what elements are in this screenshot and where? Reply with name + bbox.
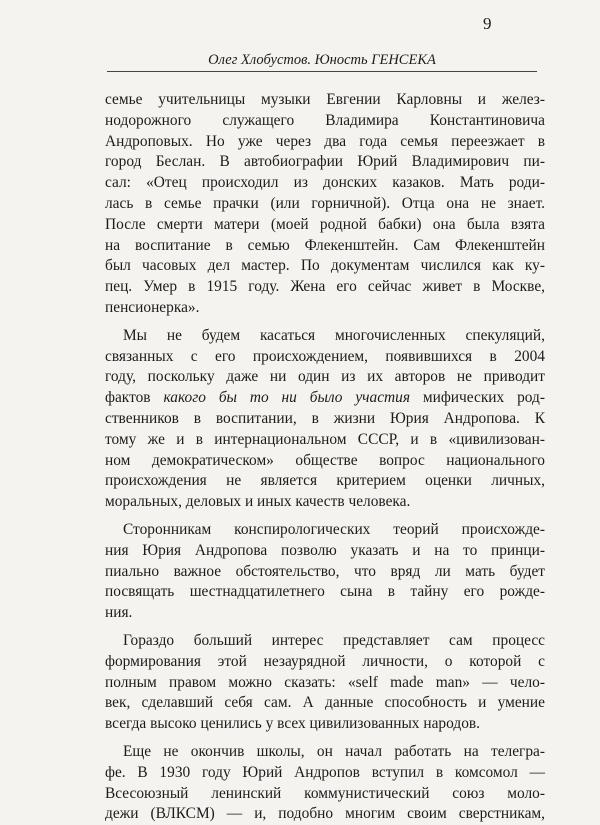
text-line: связанных с его происхождением, появившихся в 2004 — [105, 347, 545, 365]
running-head: Олег Хлобустов. Юность ГЕНСЕКА — [107, 52, 537, 72]
text-line: нодорожного служащего Владимира Константиновича — [105, 111, 545, 129]
text-line: век, сделавший себя сам. А данные способность и умение — [105, 694, 545, 712]
paragraph-5 — [105, 742, 545, 825]
text-line: фактов какого бы то ни было участия мифических род- — [105, 389, 546, 407]
text-line: пец. Умер в 1915 году. Жена его сейчас живет в Москве, — [105, 278, 545, 296]
text-line: Сторонникам конспирологических теорий происхожде- — [123, 520, 545, 538]
page-number: 9 — [483, 14, 492, 33]
text-line: ния. — [105, 604, 133, 622]
text-line: семье учительницы музыки Евгении Карловны и желез- — [105, 91, 545, 108]
text-line: Всесоюзный ленинский коммунистический союз моло- — [105, 784, 545, 802]
paragraph-4 — [105, 631, 545, 735]
text-line: город Беслан. В автобиографии Юрий Владимирович пи- — [105, 153, 545, 171]
text-line: на воспитание в семью Флекенштейн. Сам Флекенштейн — [105, 236, 545, 254]
text-line: Еще не окончив школы, он начал работать на телегра- — [123, 742, 545, 760]
text-line: сал: «Отец происходил из донских казаков. Мать роди- — [105, 174, 545, 192]
text-line: моральных, деловых и иных качеств человека. — [105, 493, 411, 511]
text-line: посвящать шестнадцатилетнего сына в тайну его рожде- — [105, 583, 545, 601]
text-line: Мы не будем касаться многочисленных спекуляций, — [123, 326, 545, 344]
paragraph-3 — [105, 520, 545, 624]
text-line: пиально важное обстоятельство, что вряд ли мать будет — [105, 562, 545, 580]
text-line: году, поскольку даже ни один из их авторов не приводит — [105, 368, 545, 386]
emphasis: какого бы то ни было участия — [163, 389, 410, 407]
text-line: ном демократическом» обществе вопрос национального — [105, 451, 545, 469]
text-line: ния Юрия Андропова позволю указать и на то принци- — [105, 541, 545, 559]
paragraph-1 — [105, 90, 545, 319]
text-line: был часовых дел мастер. По документам числился как ку- — [105, 257, 545, 275]
text-line: пенсионерка». — [105, 298, 200, 316]
text-line: всегда высоко ценились у всех цивилизованных народов. — [105, 715, 481, 733]
text-line: происхождения не является критерием оценки личных, — [105, 472, 545, 490]
text-line: лась в семье прачки (или горничной). Отца она не знает. — [105, 194, 545, 212]
body-text — [105, 90, 545, 825]
text-line: полным правом можно сказать: «self made man» — чело- — [105, 673, 545, 691]
text-line: ственников в воспитании, в жизни Юрия Андропова. К — [105, 409, 545, 427]
paragraph-2 — [105, 326, 545, 513]
text-line: Гораздо больший интерес представляет сам процесс — [123, 631, 545, 649]
text-line: дежи (ВЛКСМ) — и, подобно многим своим сверстникам, — [105, 805, 545, 823]
text-line: формирования этой незаурядной личности, о которой с — [105, 652, 545, 670]
text-line: После смерти матери (моей родной бабки) она была взята — [105, 215, 545, 233]
text-line: фе. В 1930 году Юрий Андропов вступил в комсомол — — [105, 763, 545, 781]
text-line: Андроповых. Но уже через два года семья переезжает в — [105, 132, 545, 150]
text-line: тому же и в интернациональном СССР, и в «цивилизован- — [105, 430, 545, 448]
